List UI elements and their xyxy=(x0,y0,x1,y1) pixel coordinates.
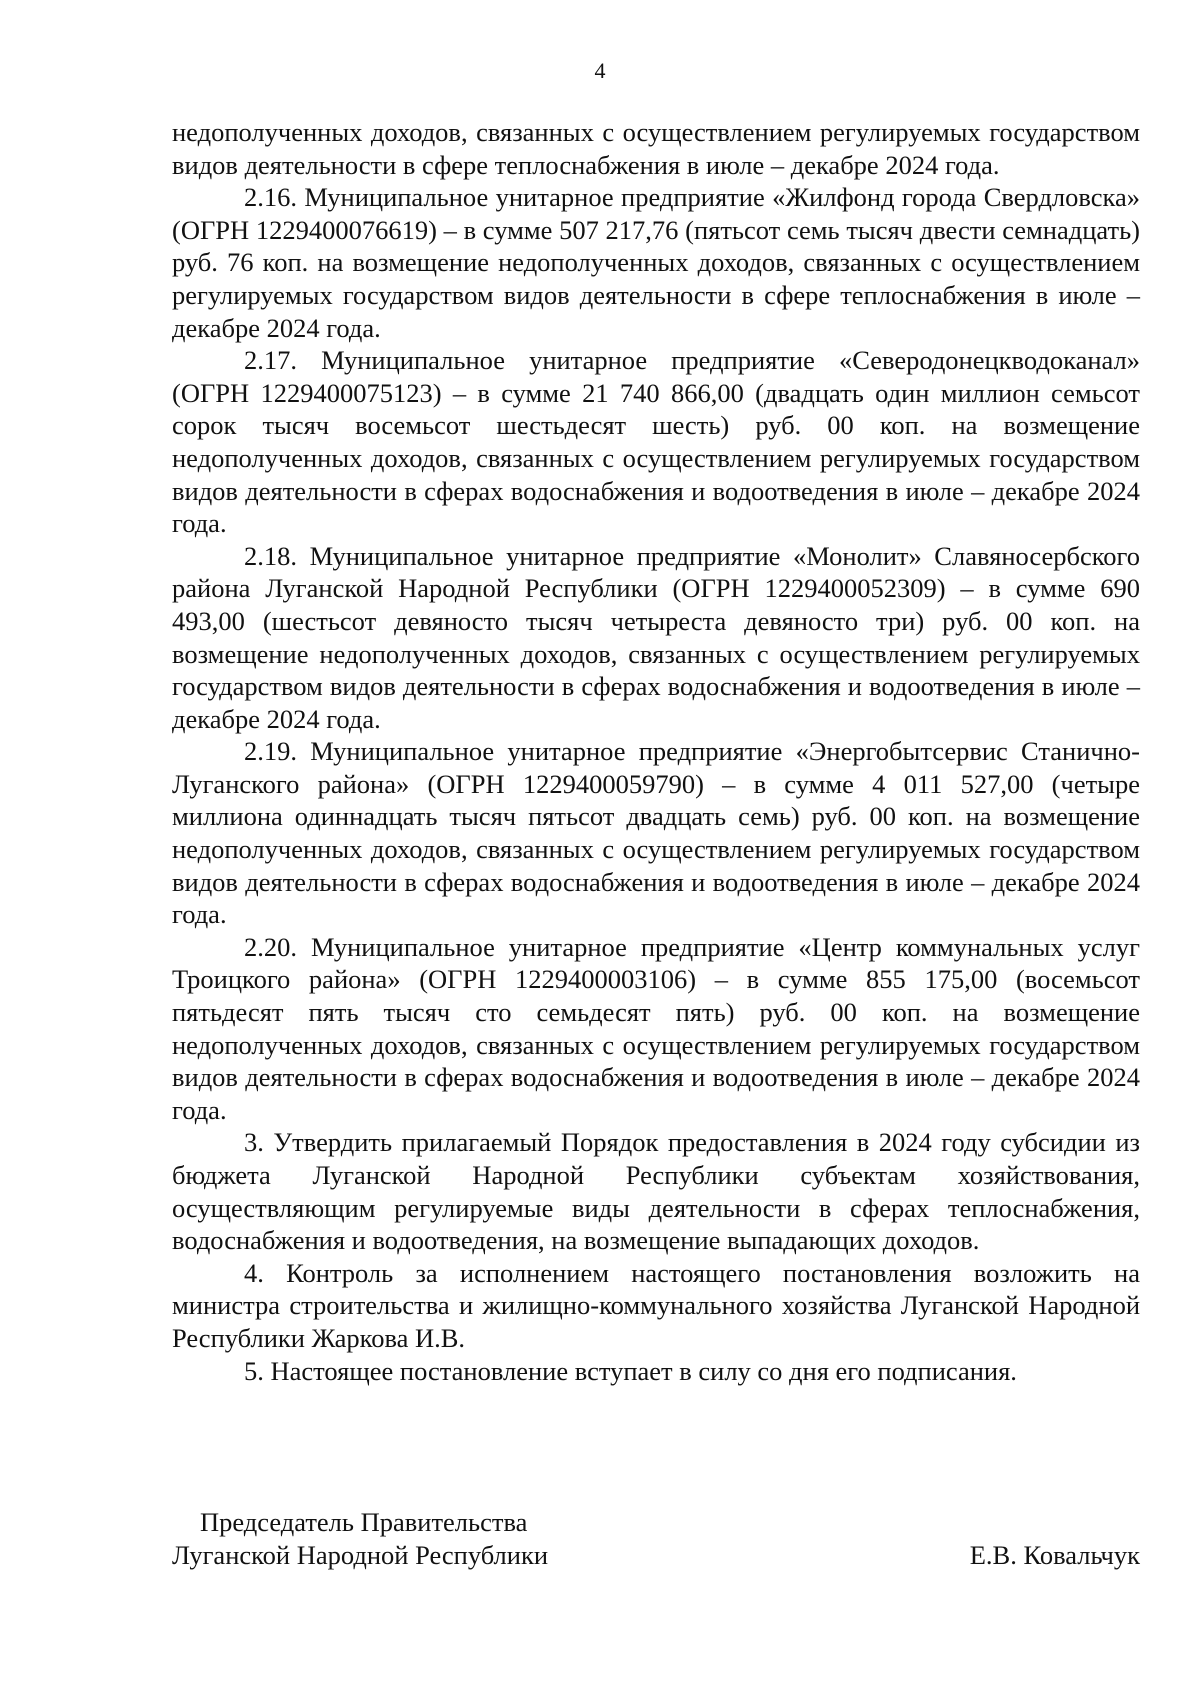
paragraph-2-16: 2.16. Муниципальное унитарное предприятие «Жилфонд города Свердловска» (ОГРН 1229400076619) – в сумме 507 217,76 (пятьсот семь тысяч двести семнадцать) руб. 76 коп. на возмещение недополученных доходов, связанных с осуществлением регулируемых государством видов деятельности в сфере теплоснабжения в июле – декабре 2024 года. xyxy=(172,182,1140,343)
signatory-name: Е.В. Ковальчук xyxy=(969,1539,1140,1570)
paragraph-2-18: 2.18. Муниципальное унитарное предприятие «Монолит» Славяносербского района Луганской Народной Республики (ОГРН 1229400052309) – в сумме 690 493,00 (шестьсот девяносто тысяч четыреста девяносто три) руб. 00 коп. на возмещение недополученных доходов, связанных с осуществлением регулируемых государством видов деятельности в сферах водоснабжения и водоотведения в июле – декабре 2024 года. xyxy=(172,540,1140,734)
paragraph-2-20: 2.20. Муниципальное унитарное предприятие «Центр коммунальных услуг Троицкого района» (ОГРН 1229400003106) – в сумме 855 175,00 (восемьсот пятьдесят пять тысяч сто семьдесят пять) руб. 00 коп. на возмещение недополученных доходов, связанных с осуществлением регулируемых государством видов деятельности в сферах водоснабжения и водоотведения в июле – декабре 2024 года. xyxy=(172,931,1140,1125)
paragraph-3: 3. Утвердить прилагаемый Порядок предоставления в 2024 году субсидии из бюджета Луганской Народной Республики субъектам хозяйствования, осуществляющим регулируемые виды деятельности в сферах теплоснабжения, водоснабжения и водоотведения, на возмещение выпадающих доходов. xyxy=(172,1127,1140,1256)
signature-block xyxy=(172,1506,1140,1571)
paragraph-4: 4. Контроль за исполнением настоящего постановления возложить на министра строительства и жилищно-коммунального хозяйства Луганской Народной Республики Жаркова И.В. xyxy=(172,1257,1140,1353)
document-body xyxy=(172,116,1140,1387)
paragraph-continuation: недополученных доходов, связанных с осуществлением регулируемых государством видов деятельности в сфере теплоснабжения в июле – декабре 2024 года. xyxy=(172,117,1140,180)
paragraph-2-19: 2.19. Муниципальное унитарное предприятие «Энергобытсервис Станично-Луганского района» (ОГРН 1229400059790) – в сумме 4 011 527,00 (четыре миллиона одиннадцать тысяч пятьсот двадцать семь) руб. 00 коп. на возмещение недополученных доходов, связанных с осуществлением регулируемых государством видов деятельности в сферах водоснабжения и водоотведения в июле – декабре 2024 года. xyxy=(172,736,1140,930)
paragraph-2-17: 2.17. Муниципальное унитарное предприятие «Северодонецкводоканал» (ОГРН 1229400075123) – в сумме 21 740 866,00 (двадцать один миллион семьсот сорок тысяч восемьсот шестьдесят шесть) руб. 00 коп. на возмещение недополученных доходов, связанных с осуществлением регулируемых государством видов деятельности в сферах водоснабжения и водоотведения в июле – декабре 2024 года. xyxy=(172,345,1140,539)
paragraph-5: 5. Настоящее постановление вступает в силу со дня его подписания. xyxy=(244,1355,1017,1386)
signatory-title-line1: Председатель Правительства xyxy=(200,1507,528,1537)
signatory-title-line2: Луганской Народной Республики xyxy=(172,1539,549,1570)
page-number: 4 xyxy=(594,58,606,83)
